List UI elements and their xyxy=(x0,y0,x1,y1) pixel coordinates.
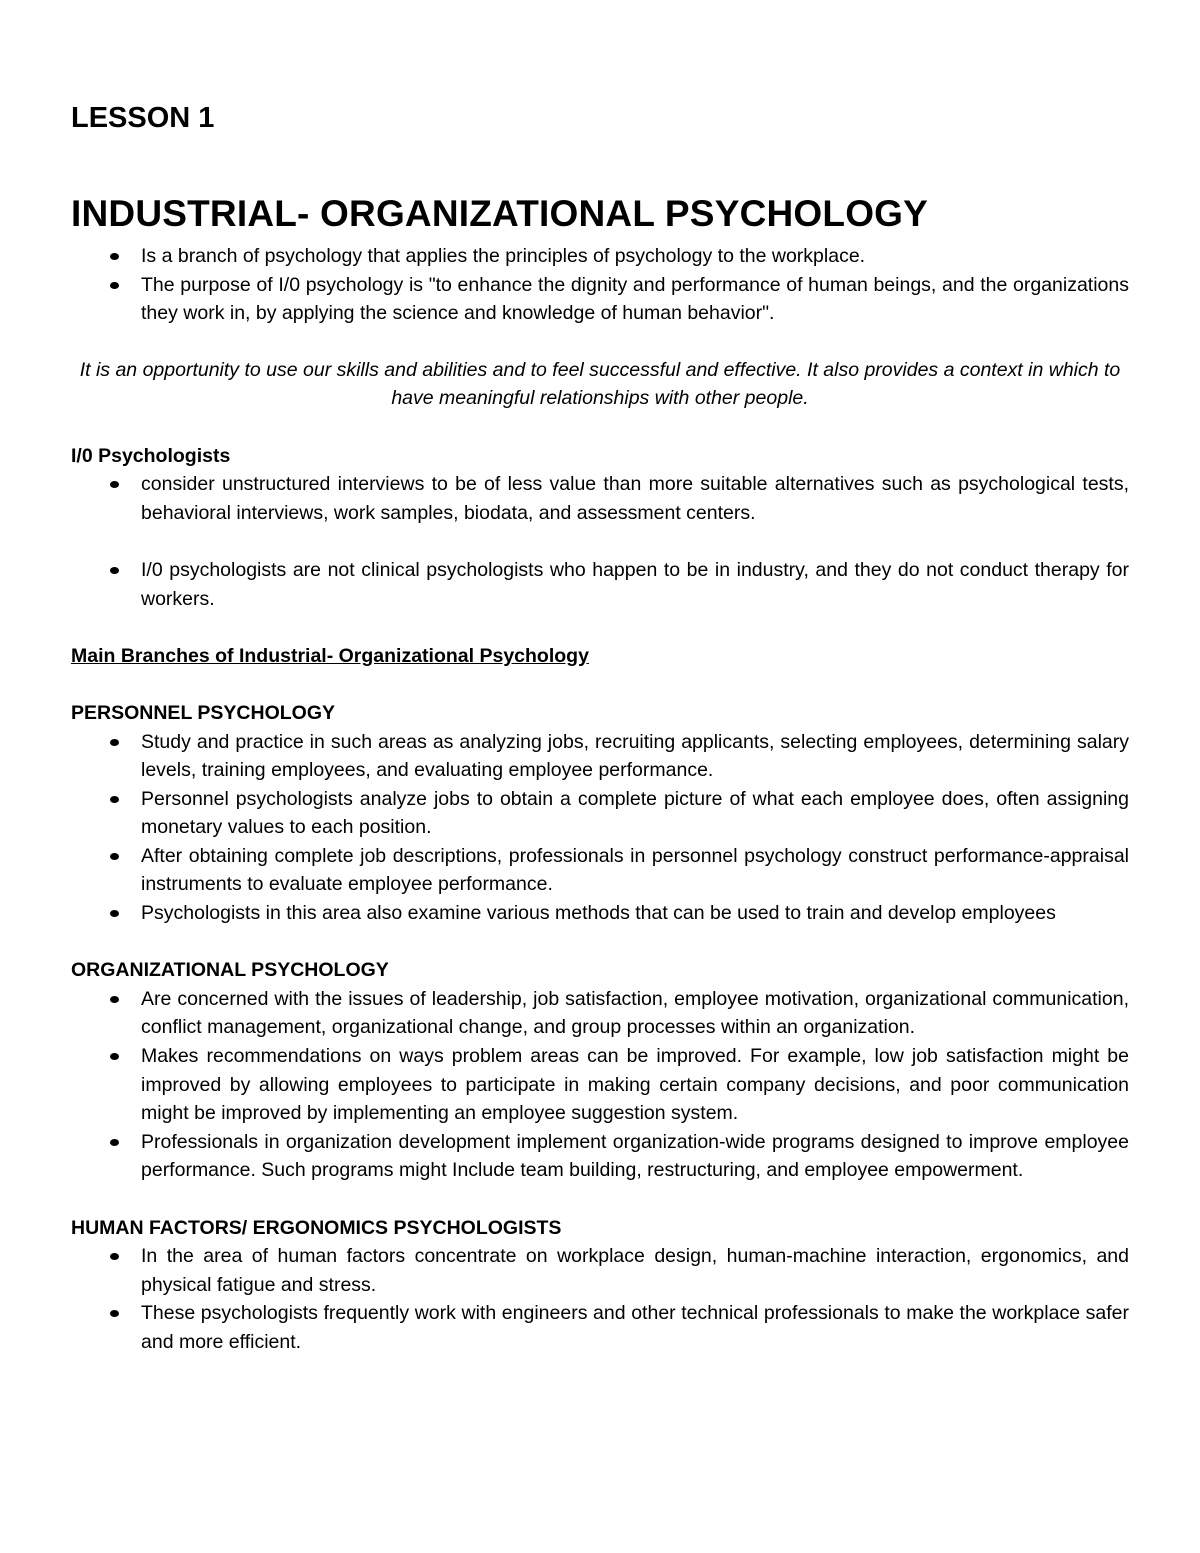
list-item: In the area of human factors concentrate on workplace design, human-machine interaction, ergonomics, and physical fatigue and stress. xyxy=(71,1242,1129,1299)
bullet-icon xyxy=(110,910,119,917)
bullet-icon xyxy=(110,567,119,574)
italic-quote: It is an opportunity to use our skills and abilities and to feel successful and effective. It also provides a context in which to have meaningful relationships with other people. xyxy=(79,358,1121,410)
list-item: I/0 psychologists are not clinical psychologists who happen to be in industry, and they do not conduct therapy for workers. xyxy=(71,556,1129,613)
bullet-icon xyxy=(110,1053,119,1060)
bullet-icon xyxy=(110,1310,119,1317)
list-item: Makes recommendations on ways problem areas can be improved. For example, low job satisfaction might be improved by allowing employees to participate in making certain company decisions, and poor communication might be improved by implementing an employee suggestion system. xyxy=(71,1042,1129,1128)
list-item: After obtaining complete job descriptions, professionals in personnel psychology construct performance-appraisal instruments to evaluate employee performance. xyxy=(71,842,1129,899)
bullet-icon xyxy=(110,796,119,803)
organizational-heading: ORGANIZATIONAL PSYCHOLOGY xyxy=(71,959,389,982)
list-item: Professionals in organization development implement organization-wide programs designed to improve employee performance. Such programs might Include team building, restructuring, and employee empowerment. xyxy=(71,1128,1129,1185)
bullet-icon xyxy=(110,253,119,260)
list-item: These psychologists frequently work with engineers and other technical professionals to make the workplace safer and more efficient. xyxy=(71,1299,1129,1356)
bullet-icon xyxy=(110,1139,119,1146)
document-title: INDUSTRIAL- ORGANIZATIONAL PSYCHOLOGY xyxy=(71,193,929,234)
list-item: Personnel psychologists analyze jobs to obtain a complete picture of what each employee does, often assigning monetary values to each position. xyxy=(71,785,1129,842)
list-item: consider unstructured interviews to be of less value than more suitable alternatives such as psychological tests, behavioral interviews, work samples, biodata, and assessment centers. xyxy=(71,470,1129,527)
list-item: Psychologists in this area also examine various methods that can be used to train and develop employees xyxy=(71,899,1129,928)
list-item: The purpose of I/0 psychology is "to enhance the dignity and performance of human beings, and the organizations they work in, by applying the science and knowledge of human behavior". xyxy=(71,271,1129,328)
list-item: Are concerned with the issues of leadership, job satisfaction, employee motivation, organizational communication, conflict management, organizational change, and group processes within an organization. xyxy=(71,985,1129,1042)
bullet-icon xyxy=(110,853,119,860)
list-item: Study and practice in such areas as analyzing jobs, recruiting applicants, selecting employees, determining salary levels, training employees, and evaluating employee performance. xyxy=(71,728,1129,785)
bullet-icon xyxy=(110,282,119,289)
personnel-heading: PERSONNEL PSYCHOLOGY xyxy=(71,701,336,724)
lesson-label: LESSON 1 xyxy=(71,102,215,134)
organizational-list xyxy=(71,985,1129,1185)
bullet-icon xyxy=(110,739,119,746)
list-item: Is a branch of psychology that applies the principles of psychology to the workplace. xyxy=(71,242,1129,271)
human-factors-heading: HUMAN FACTORS/ ERGONOMICS PSYCHOLOGISTS xyxy=(71,1216,562,1239)
io-list xyxy=(71,470,1129,613)
io-heading: I/0 Psychologists xyxy=(71,444,231,467)
intro-list xyxy=(71,242,1129,328)
bullet-icon xyxy=(110,996,119,1003)
document-body xyxy=(71,242,1129,1357)
bullet-icon xyxy=(110,481,119,488)
bullet-icon xyxy=(110,1253,119,1260)
branches-heading: Main Branches of Industrial- Organizational Psychology xyxy=(71,644,589,667)
human-factors-list xyxy=(71,1242,1129,1356)
personnel-list xyxy=(71,728,1129,928)
